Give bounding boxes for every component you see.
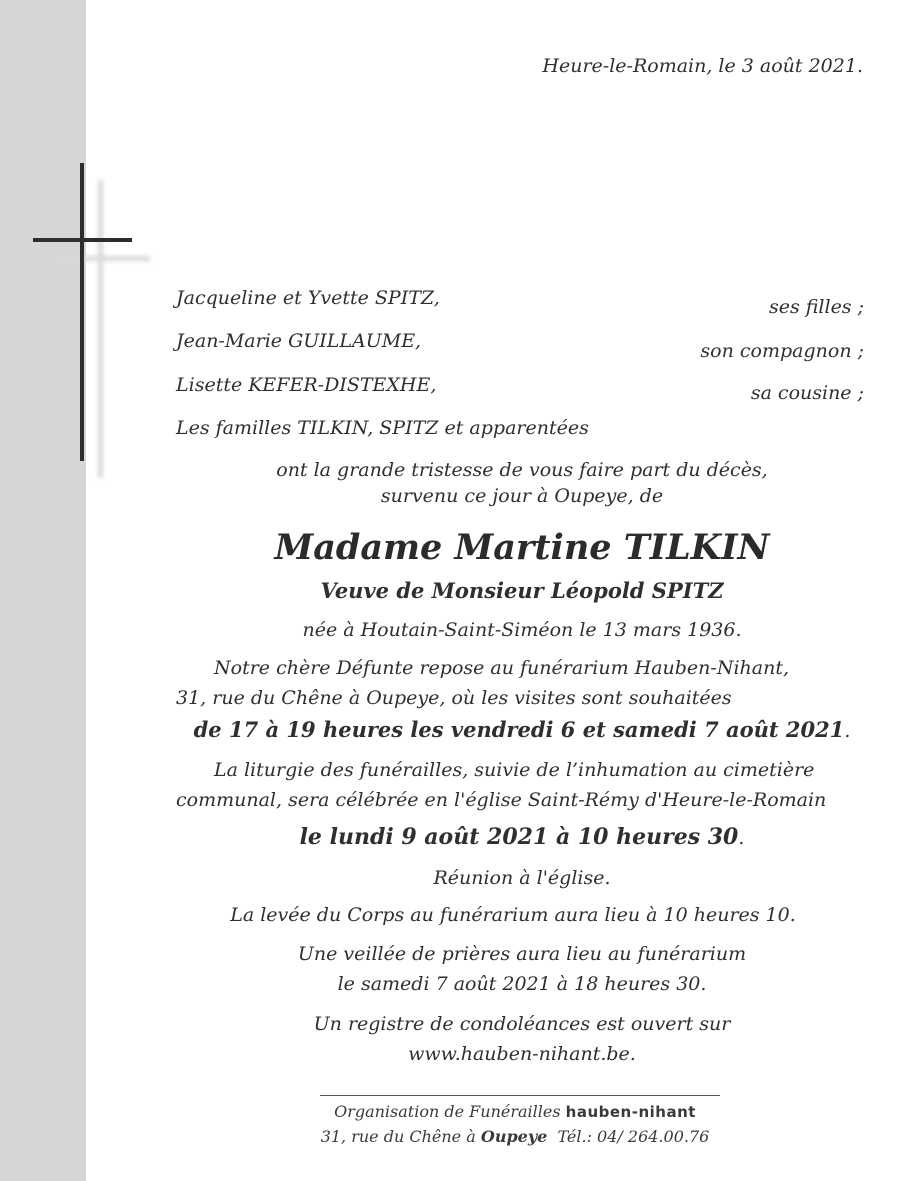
liturgy-date	[180, 823, 864, 851]
church-meeting: Réunion à l'église.	[433, 867, 611, 889]
announcer-relation-2: son compagnon ;	[700, 340, 864, 362]
visitation-line-2: 31, rue du Chêne à Oupeye, où les visites sont souhaitées	[176, 687, 732, 709]
footer-address	[300, 1126, 730, 1148]
visitation-line-1: Notre chère Défunte repose au funérarium Hauben-Nihant,	[214, 657, 790, 679]
announcer-relation-1: ses filles ;	[768, 296, 864, 318]
condolences-link[interactable]: www.hauben-nihant.be.	[408, 1043, 636, 1065]
brand-logo: hauben-nihant	[565, 1103, 696, 1121]
footer-organisation	[300, 1101, 730, 1123]
announcement-line-1: ont la grande tristesse de vous faire part du décès,	[276, 459, 768, 481]
cross-shadow-vertical	[98, 180, 103, 478]
visitation-hours-bold: de 17 à 19 heures les vendredi 6 et samedi 7 août 2021	[193, 717, 845, 742]
announcer-relation-3: sa cousine ;	[750, 382, 864, 404]
footer-town: Oupeye	[480, 1127, 548, 1146]
liturgy-date-bold: le lundi 9 août 2021 à 10 heures 30	[299, 824, 739, 850]
visitation-hours	[180, 718, 864, 743]
footer-address-prefix: 31, rue du Chêne à	[320, 1127, 476, 1146]
liturgy-date-period: .	[738, 827, 745, 849]
announcer-name-4: Les familles TILKIN, SPITZ et apparentées	[176, 417, 589, 439]
left-sidebar-band	[0, 0, 86, 1181]
footer-divider	[320, 1095, 720, 1096]
cross-horizontal-bar	[33, 238, 132, 242]
announcer-name-3: Lisette KEFER-DISTEXHE,	[176, 374, 437, 396]
vigil-line-2: le samedi 7 août 2021 à 18 heures 30.	[337, 973, 707, 995]
cross-vertical-bar	[80, 163, 84, 461]
announcement-line-2: survenu ce jour à Oupeye, de	[380, 485, 664, 507]
date-line: Heure-le-Romain, le 3 août 2021.	[542, 55, 863, 77]
liturgy-line-2: communal, sera célébrée en l'église Saint-Rémy d'Heure-le-Romain	[176, 789, 827, 811]
vigil-line-1: Une veillée de prières aura lieu au funérarium	[297, 943, 747, 965]
footer-phone: Tél.: 04/ 264.00.76	[557, 1127, 710, 1146]
birth-info: née à Houtain-Saint-Siméon le 13 mars 1936.	[302, 619, 742, 641]
announcer-name-2: Jean-Marie GUILLAUME,	[176, 330, 422, 352]
announcer-name-1: Jacqueline et Yvette SPITZ,	[176, 287, 440, 309]
liturgy-line-1: La liturgie des funérailles, suivie de l’inhumation au cimetière	[214, 759, 815, 781]
cross-shadow-horizontal	[50, 256, 150, 261]
widow-of: Veuve de Monsieur Léopold SPITZ	[320, 578, 724, 603]
levee-info: La levée du Corps au funérarium aura lieu à 10 heures 10.	[230, 904, 796, 926]
deceased-name: Madame Martine TILKIN	[274, 527, 770, 568]
visitation-hours-period: .	[844, 720, 851, 742]
condolences-line-1: Un registre de condoléances est ouvert sur	[313, 1013, 731, 1035]
footer-org-prefix: Organisation de Funérailles	[334, 1102, 561, 1121]
